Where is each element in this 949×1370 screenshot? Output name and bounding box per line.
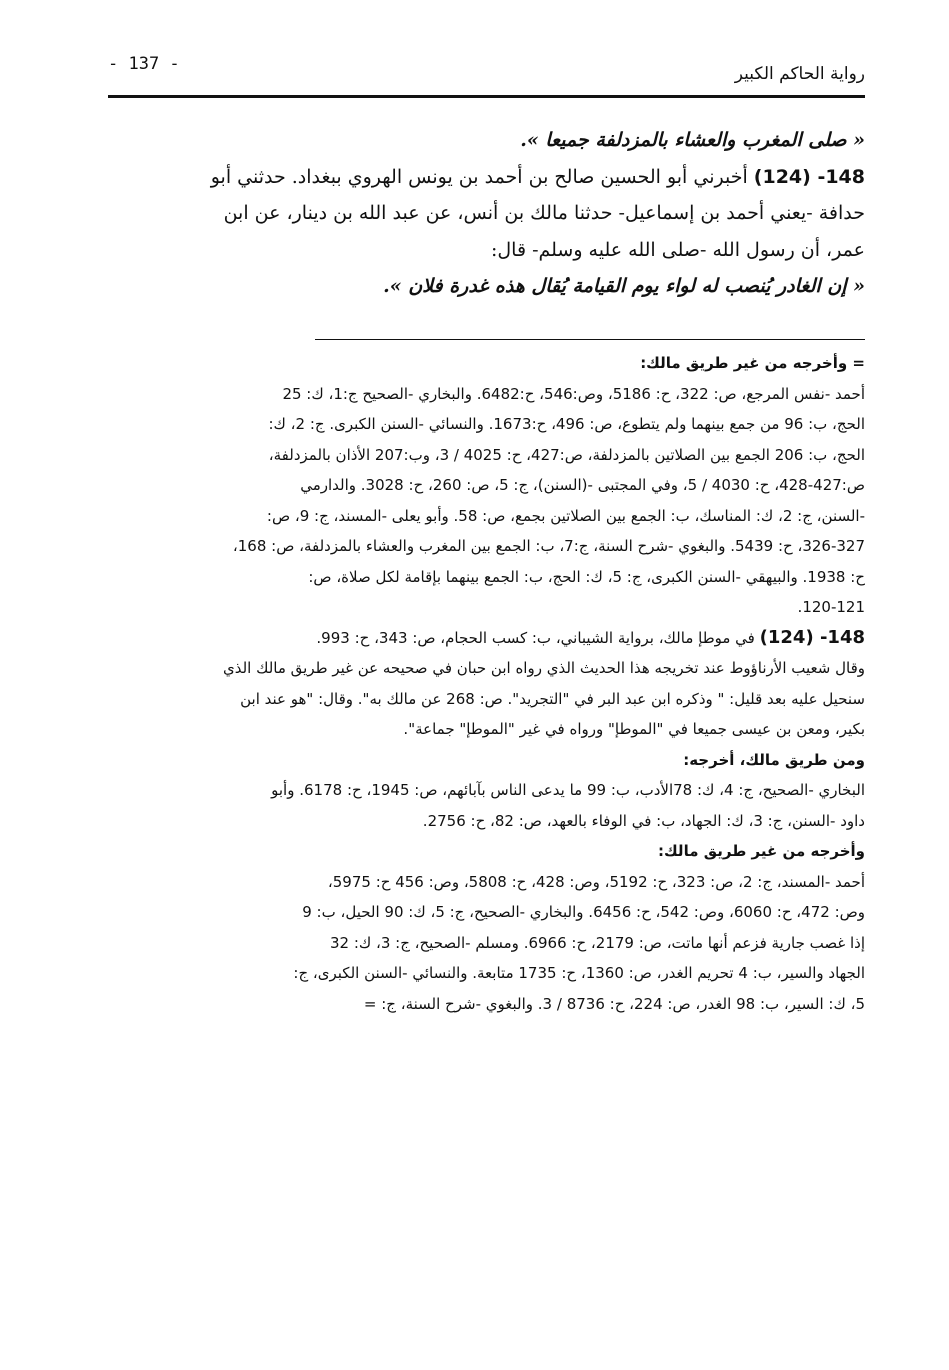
footnote-line-11: وقال شعيب الأرناؤوط عند تخريجه هذا الحديث الذي رواه ابن حبان في صحيحه عن غير طريق مالك الذي	[222, 659, 865, 677]
footnote-rule	[315, 339, 865, 340]
footnote-hadith-number: 148- (124)	[759, 626, 865, 648]
main-line-2	[108, 159, 865, 196]
footnote-line-13: بكير، ومعن بن عيسى جميعا في "الموطإ" ورواه في غير "الموطإ" جماعة".	[403, 720, 865, 738]
footnote-line-2: أحمد -نفس المرجع، ص: 322، ح: 5186، وص:546، ح:6482. والبخاري -الصحيح ج:1، ك: 25	[282, 384, 865, 403]
footnote-line-6: -السنن، ج: 2، ك: المناسك، ب: الجمع بين الصلاتين بجمع، ص: 58. وأبو يعلى -المسند، ج: 9، ص:	[266, 506, 865, 525]
footnote-line-17: وأخرجه من غير طريق مالك:	[657, 842, 865, 860]
main-text	[108, 122, 865, 305]
header-rule	[108, 95, 865, 98]
footnote-line-20: إذا غصب جارية فزعم أنها ماتت، ص: 2179، ح: 6966. ومسلم -الصحيح، ج: 3، ك: 32	[329, 933, 865, 952]
page-header	[108, 52, 865, 90]
footnote-line-10	[108, 623, 865, 654]
footnote-line-15: البخاري -الصحيح، ج: 4، ك: 78الأدب، ب: 99 ما يدعى الناس بآبائهم، ص: 1945، ح: 6178. وأبو	[271, 781, 865, 799]
page-number: - 137 -	[108, 54, 180, 74]
footnote-line-3: الحج، ب: 96 من جمع بينهما ولم يتطوع، ص: 496، ح:1673. والنسائي -السنن الكبرى. ج: 2، ك:	[268, 415, 865, 433]
footnote-line-16: داود -السنن، ج: 3، ك: الجهاد، ب: في الوفاء بالعهد، ص: 82، ح: 2756.	[422, 811, 865, 830]
footnote-line-18: أحمد -المسند، ج: 2، ص: 323، ح: 5192، وص: 428، ح: 5808، وص: 456 ح: 5975،	[327, 872, 865, 891]
footnote-line-14: ومن طريق مالك، أخرجه:	[683, 750, 865, 769]
footnote-line-5: ص:427-428، ح: 4030 / 5، وفي المجتبى -(السنن)، ج: 5، ص: 260، ح: 3028. والدارمي	[300, 476, 865, 494]
main-line-5: « إن الغادر يُنصب له لواء يوم القيامة يُقال هذه غدرة فلان ».	[383, 275, 865, 297]
footnote-line-8: ح: 1938. والبيهقي -السنن الكبرى، ج: 5، ك: الحج، ب: الجمع بينهما بإقامة لكل صلاة، ص:	[308, 567, 865, 586]
main-line-3: حدافة -يعني أحمد بن إسماعيل- حدثنا مالك بن أنس، عن عبد الله بن دينار، عن ابن	[223, 202, 865, 224]
footnote-line-12: سنحيل عليه بعد قليل: " وذكره ابن عبد البر في "التجريد". ص: 268 عن مالك به". وقال: "هو عند ابن	[240, 689, 865, 708]
footnote-line-10-text: في موطإ مالك، برواية الشيباني، ب: كسب الحجام، ص: 343، ح: 993.	[316, 628, 755, 647]
footnote-line-19: وص: 472، ح: 6060، وص: 542، ح: 6456. والبخاري -الصحيح، ج: 5، ك: 90 الحيل، ب: 9	[302, 903, 865, 921]
running-title: رواية الحاكم الكبير	[734, 64, 865, 84]
footnote-line-9: 120-121.	[797, 598, 865, 616]
footnote-line-21: الجهاد والسير، ب: 4 تحريم الغدر، ص: 1360، ح: 1735 متابعة. والنسائي -السنن الكبرى، ج:	[293, 964, 865, 982]
footnote-line-7: 326-327، ح: 5439. والبغوي -شرح السنة، ج:7، ب: الجمع بين المغرب والعشاء بالمزدلفة، ص: 168،	[232, 537, 865, 555]
footnote-line-22: 5، ك: السير، ب: 98 الغدر، ص: 224، ح: 8736 / 3. والبغوي -شرح السنة، ج: =	[363, 994, 865, 1013]
footnote-line-1: = وأخرجه من غير طريق مالك:	[640, 354, 865, 372]
main-line-1: « صلى المغرب والعشاء بالمزدلفة جميعا ».	[520, 129, 865, 151]
hadith-number: 148- (124)	[753, 165, 865, 188]
main-line-4: عمر، أن رسول الله -صلى الله عليه وسلم- قال:	[490, 238, 865, 261]
main-line-2-text: أخبرني أبو الحسين صالح بن أحمد بن يونس الهروي ببغداد. حدثني أبو	[210, 165, 748, 188]
footnote-line-4: الحج، ب: 206 الجمع بين الصلاتين بالمزدلفة، ص:427، ح: 4025 / 3، وب:207 الأذان بالمزدلفة،	[268, 445, 865, 464]
footnotes	[108, 348, 865, 1019]
